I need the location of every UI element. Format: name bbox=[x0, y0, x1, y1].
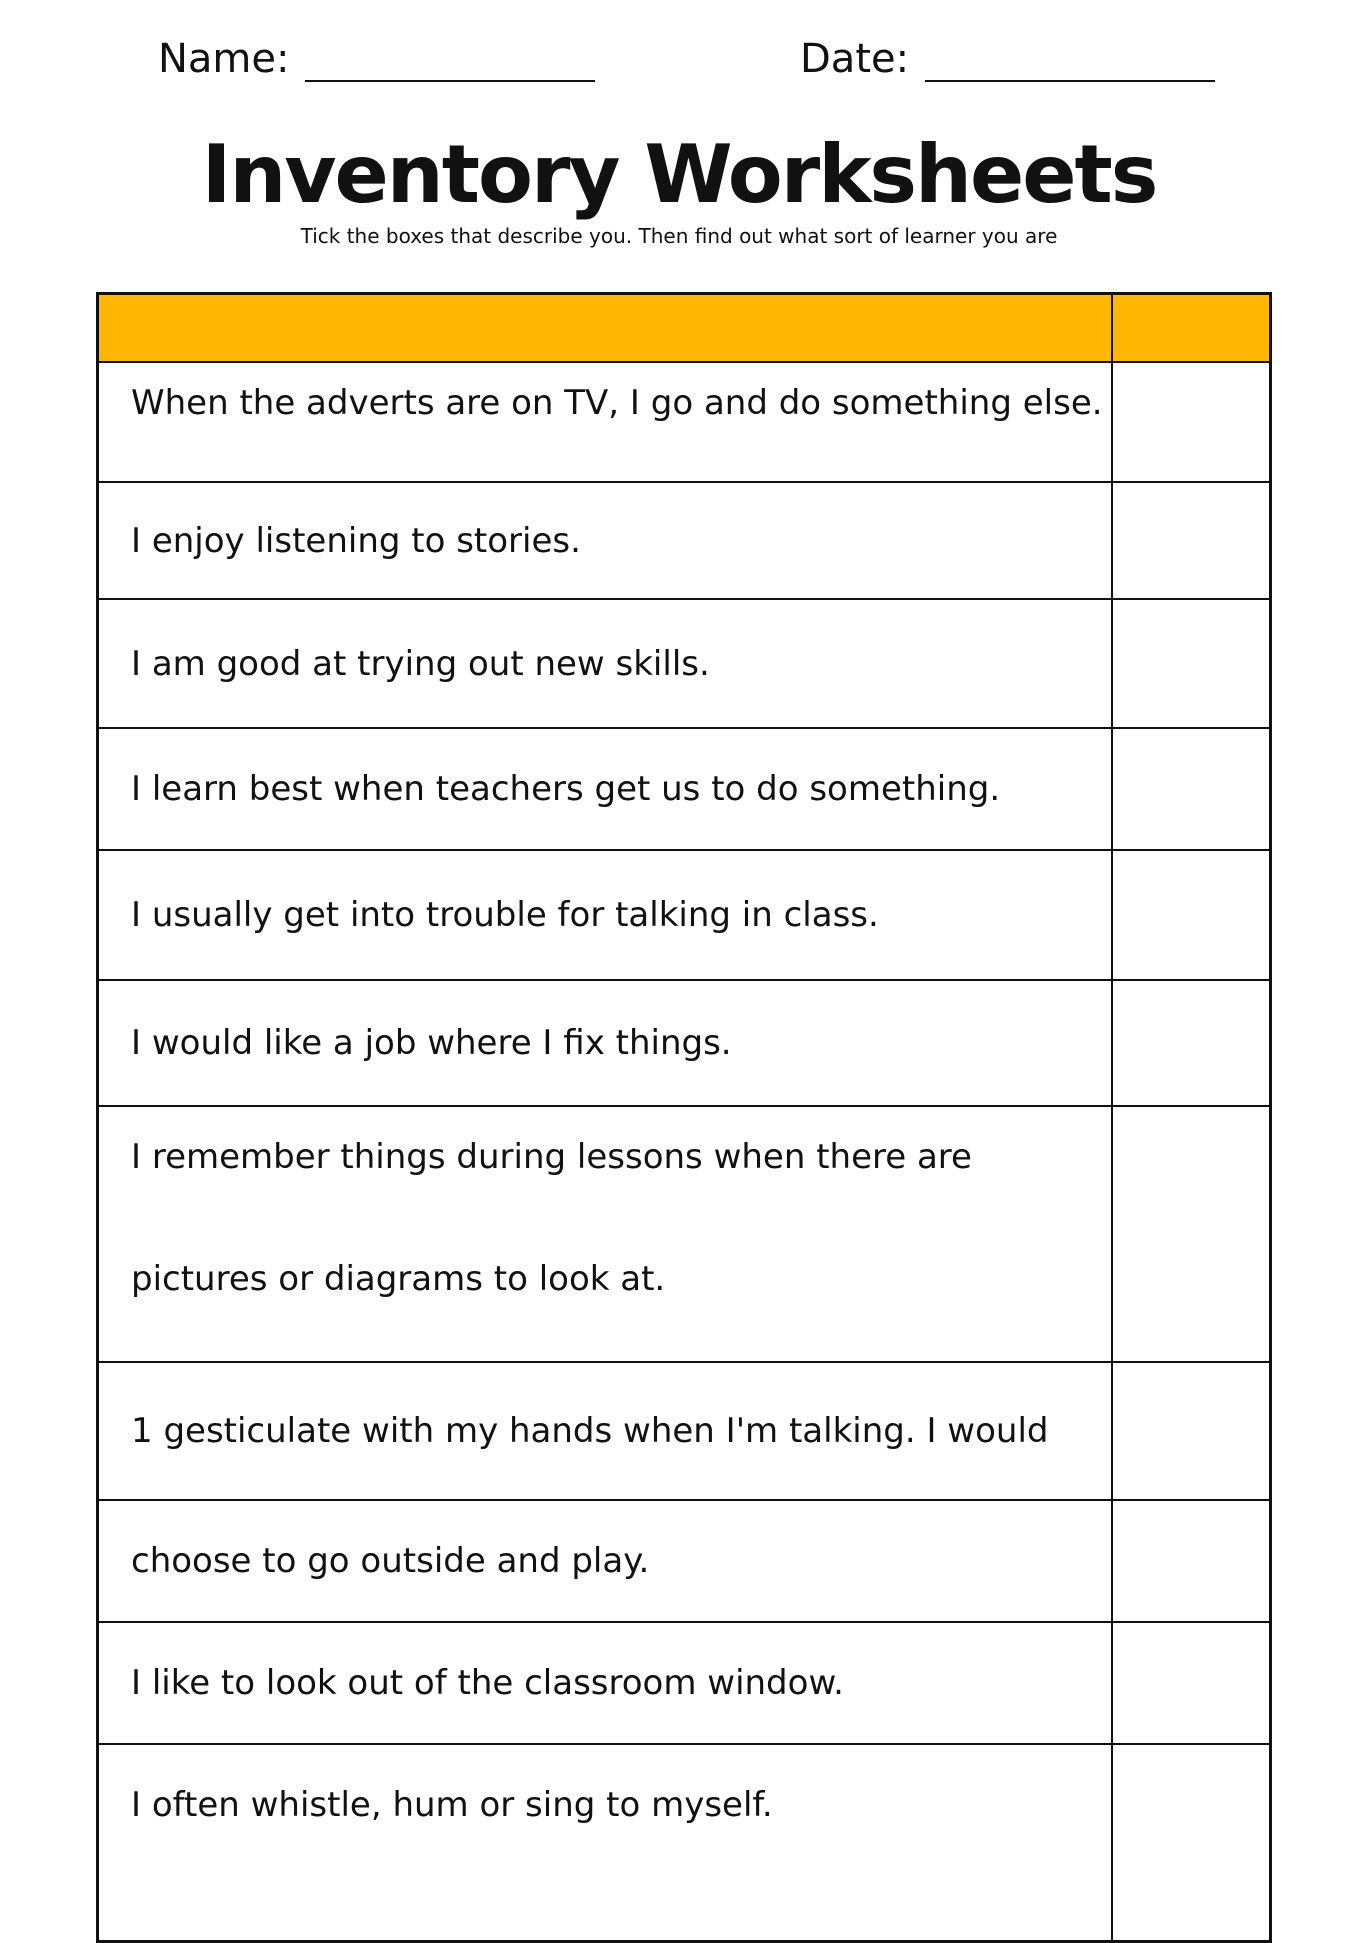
tick-box[interactable] bbox=[1112, 482, 1271, 599]
statement-cell: I often whistle, hum or sing to myself. bbox=[98, 1744, 1112, 1942]
table-row bbox=[98, 1500, 1271, 1622]
table-row bbox=[98, 1744, 1271, 1942]
table-row bbox=[98, 1622, 1271, 1744]
statement-cell: When the adverts are on TV, I go and do something else. bbox=[98, 362, 1112, 482]
statement-cell: 1 gesticulate with my hands when I'm talking. I would bbox=[98, 1362, 1112, 1500]
tick-box[interactable] bbox=[1112, 728, 1271, 850]
date-label: Date: bbox=[800, 36, 910, 82]
statement-cell: I learn best when teachers get us to do something. bbox=[98, 728, 1112, 850]
statement-cell: I like to look out of the classroom window. bbox=[98, 1622, 1112, 1744]
table-row bbox=[98, 599, 1271, 728]
statement-cell: I usually get into trouble for talking in class. bbox=[98, 850, 1112, 980]
statement-cell: choose to go outside and play. bbox=[98, 1500, 1112, 1622]
statement-cell: I am good at trying out new skills. bbox=[98, 599, 1112, 728]
statement-line-2: pictures or diagrams to look at. bbox=[131, 1259, 666, 1299]
inventory-table bbox=[96, 292, 1272, 1943]
tick-box[interactable] bbox=[1112, 1622, 1271, 1744]
table-row bbox=[98, 728, 1271, 850]
statement-cell: I would like a job where I fix things. bbox=[98, 980, 1112, 1106]
tick-box[interactable] bbox=[1112, 1744, 1271, 1942]
tick-box[interactable] bbox=[1112, 1362, 1271, 1500]
date-blank-line[interactable] bbox=[925, 40, 1215, 82]
header-tick-cell bbox=[1112, 294, 1271, 363]
page-title: Inventory Worksheets bbox=[201, 128, 1157, 221]
table-row bbox=[98, 980, 1271, 1106]
table-row bbox=[98, 482, 1271, 599]
tick-box[interactable] bbox=[1112, 599, 1271, 728]
name-label: Name: bbox=[158, 36, 290, 82]
tick-box[interactable] bbox=[1112, 1106, 1271, 1362]
tick-box[interactable] bbox=[1112, 1500, 1271, 1622]
table-row bbox=[98, 850, 1271, 980]
tick-box[interactable] bbox=[1112, 850, 1271, 980]
tick-box[interactable] bbox=[1112, 362, 1271, 482]
statement-cell bbox=[98, 1106, 1112, 1362]
table-header-row bbox=[98, 294, 1271, 363]
name-blank-line[interactable] bbox=[305, 40, 595, 82]
name-field[interactable] bbox=[158, 36, 595, 82]
statement-line-1: I remember things during lessons when there are bbox=[131, 1137, 972, 1177]
date-field[interactable] bbox=[800, 36, 1215, 82]
header-statement-cell bbox=[98, 294, 1112, 363]
tick-box[interactable] bbox=[1112, 980, 1271, 1106]
table-row bbox=[98, 1362, 1271, 1500]
table-row bbox=[98, 1106, 1271, 1362]
instructions: Tick the boxes that describe you. Then find out what sort of learner you are bbox=[300, 224, 1058, 248]
table-row bbox=[98, 362, 1271, 482]
statement-cell: I enjoy listening to stories. bbox=[98, 482, 1112, 599]
